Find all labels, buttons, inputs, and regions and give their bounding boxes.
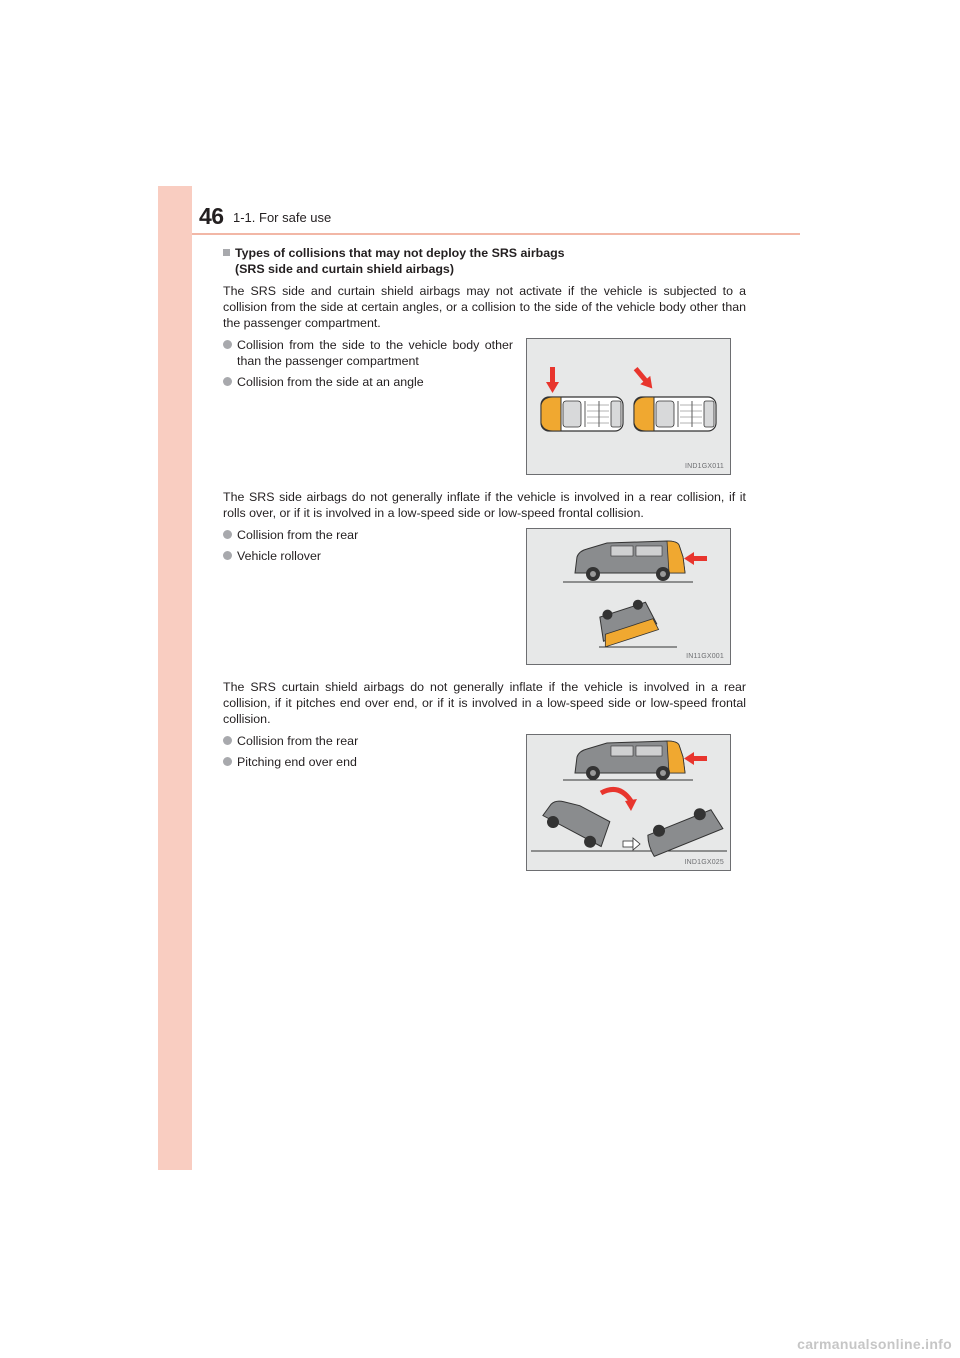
car-top-view-icon (541, 397, 623, 431)
curved-arrow-icon (601, 789, 631, 801)
car-top-view-icon (634, 397, 716, 431)
figure-code: IND1GX025 (684, 859, 724, 866)
bullet-icon (223, 377, 232, 386)
bullet-icon (223, 530, 232, 539)
heading-line-2: (SRS side and curtain shield airbags) (235, 262, 454, 276)
list-item: Collision from the rear (223, 733, 358, 749)
list-item: Collision from the rear (223, 527, 358, 543)
bullet-icon (223, 757, 232, 766)
bullet-icon (223, 340, 232, 349)
list-item: Pitching end over end (223, 754, 357, 770)
page-number: 46 (199, 203, 224, 229)
side-collision-illustration (527, 339, 732, 476)
impact-arrow-icon (684, 752, 707, 765)
figure-side-collision (526, 338, 731, 475)
paragraph-2: The SRS side airbags do not generally inflate if the vehicle is involved in a rear collision, if it rolls over, or if it is involved in a low-speed side or low-speed frontal collision. (223, 490, 746, 520)
section-title: 1-1. For safe use (233, 210, 332, 225)
figure-rear-rollover (526, 528, 731, 665)
list-item: Collision from the side to the vehicle body other than the passenger compartment (223, 337, 513, 369)
watermark: carmanualsonline.info (797, 1336, 952, 1352)
impact-arrow-icon (546, 367, 559, 393)
header-rule (192, 233, 800, 235)
list-item: Vehicle rollover (223, 548, 321, 564)
heading-line-1: Types of collisions that may not deploy the SRS airbags (235, 246, 565, 260)
bullet-icon (223, 551, 232, 560)
page-side-tab (158, 186, 192, 1170)
list-item: Collision from the side at an angle (223, 374, 424, 390)
square-bullet-icon (223, 249, 230, 256)
direction-arrow-icon (623, 838, 640, 850)
bullet-icon (223, 736, 232, 745)
rear-pitching-illustration (527, 735, 732, 872)
suv-side-view-icon (563, 741, 693, 780)
figure-code: IN11GX001 (686, 653, 724, 660)
paragraph-3: The SRS curtain shield airbags do not generally inflate if the vehicle is involved in a rear collision, if it pitches end over end, or if it is involved in a low-speed side or low-speed frontal collision. (223, 680, 746, 726)
rear-rollover-illustration (527, 529, 732, 666)
rollover-car-icon (594, 596, 658, 647)
section-heading (223, 245, 565, 277)
impact-arrow-icon (631, 364, 658, 392)
suv-side-view-icon (563, 541, 693, 582)
paragraph-1: The SRS side and curtain shield airbags may not activate if the vehicle is subjected to a collision from the side at certain angles, or a collision to the side of the vehicle body other than the passenger compartment. (223, 284, 746, 330)
impact-arrow-icon (684, 552, 707, 565)
pitching-car-icon (540, 793, 614, 853)
figure-rear-pitching (526, 734, 731, 871)
flipped-car-icon (643, 803, 723, 857)
figure-code: IND1GX011 (684, 463, 724, 470)
